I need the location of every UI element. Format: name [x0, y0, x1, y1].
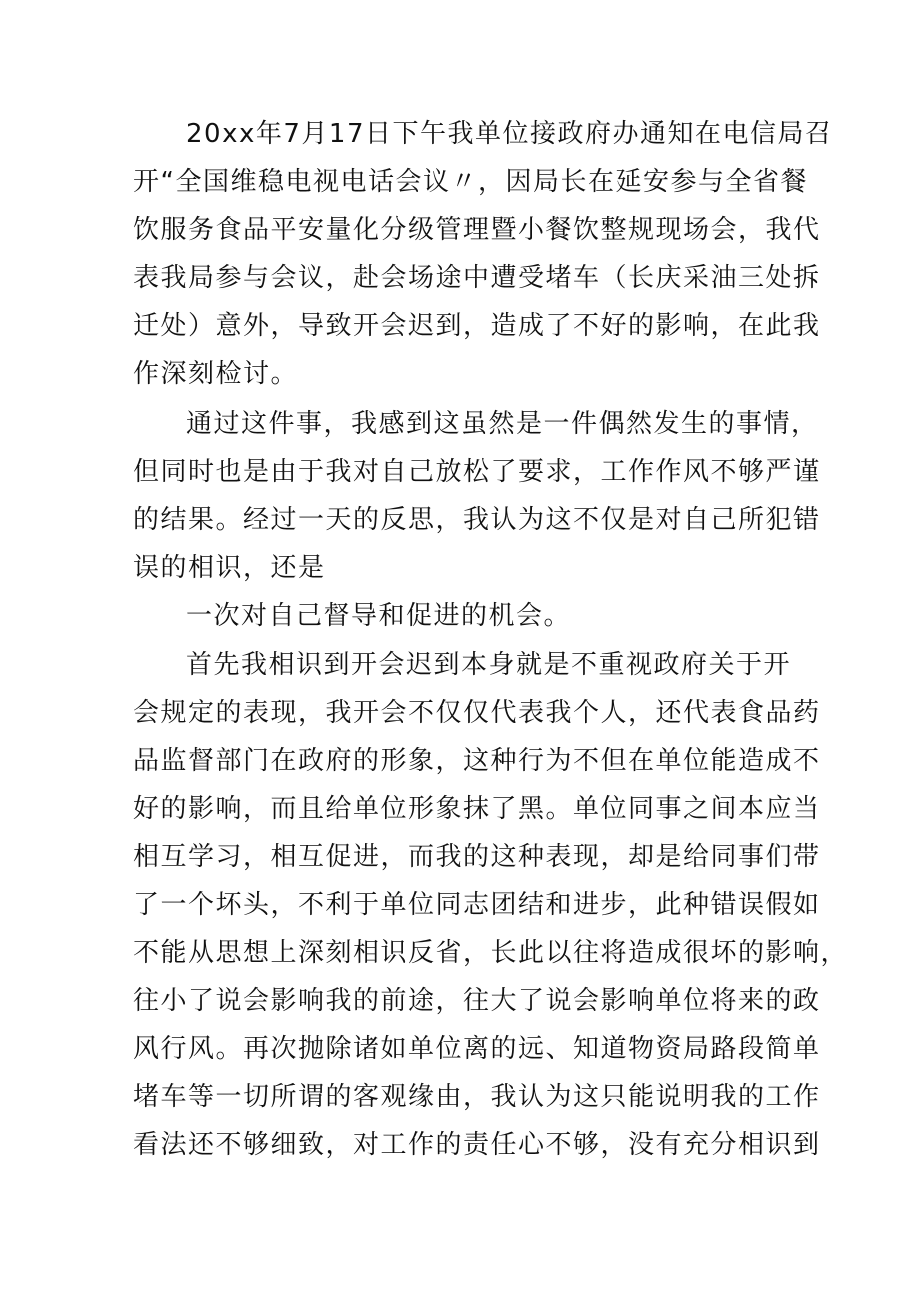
paragraph-4-line-11: 看法还不够细致，对工作的责任心不够，没有充分相识到 [133, 1130, 821, 1160]
paragraph-1-line-2: 开“全国维稳电视电话会议〃，因局长在延安参与全省餐 [133, 167, 808, 197]
paragraph-1-line-1: 20xx年7月17日下午我单位接政府办通知在电信局召 [186, 119, 833, 149]
paragraph-2-line-4: 误的相识，还是 [133, 553, 326, 583]
paragraph-1-line-5: 迁处）意外，导致开会迟到，造成了不好的影响，在此我 [133, 311, 821, 341]
paragraph-4-line-4: 好的影响，而且给单位形象抹了黑。单位同事之间本应当 [133, 794, 821, 824]
paragraph-4-line-10: 堵车等一切所谓的客观缘由，我认为这只能说明我的工作 [133, 1082, 821, 1112]
paragraph-4-line-9: 风行风。再次抛除诸如单位离的远、知道物资局路段简单 [133, 1034, 821, 1064]
paragraph-3-line-1: 一次对自己督导和促进的机会。 [186, 601, 572, 631]
paragraph-2-line-1: 通过这件事，我感到这虽然是一件偶然发生的事情， [186, 409, 819, 439]
paragraph-4-line-1: 首先我相识到开会迟到本身就是不重视政府关于开 [186, 650, 792, 680]
paragraph-4-line-5: 相互学习，相互促进，而我的这种表现，却是给同事们带 [133, 842, 821, 872]
paragraph-2-line-2: 但同时也是由于我对自己放松了要求，工作作风不够严谨 [133, 457, 821, 487]
paragraph-1-line-3: 饮服务食品平安量化分级管理暨小餐饮整规现场会，我代 [133, 215, 821, 245]
paragraph-4-line-2: 会规定的表现，我开会不仅仅代表我个人，还代表食品药 [133, 698, 821, 728]
paragraph-4-line-8: 往小了说会影响我的前途，往大了说会影响单位将来的政 [133, 986, 821, 1016]
paragraph-4-line-7: 不能从思想上深刻相识反省，长此以往将造成很坏的影响， [133, 938, 849, 968]
paragraph-1-line-6: 作深刻检讨。 [133, 359, 299, 389]
paragraph-4-line-3: 品监督部门在政府的形象，这种行为不但在单位能造成不 [133, 746, 821, 776]
paragraph-1-line-4: 表我局参与会议，赴会场途中遭受堵车（长庆采油三处拆 [133, 263, 821, 293]
paragraph-2-line-3: 的结果。经过一天的反思，我认为这不仅是对自己所犯错 [133, 505, 821, 535]
paragraph-4-line-6: 了一个坏头，不利于单位同志团结和进步，此种错误假如 [133, 890, 821, 920]
